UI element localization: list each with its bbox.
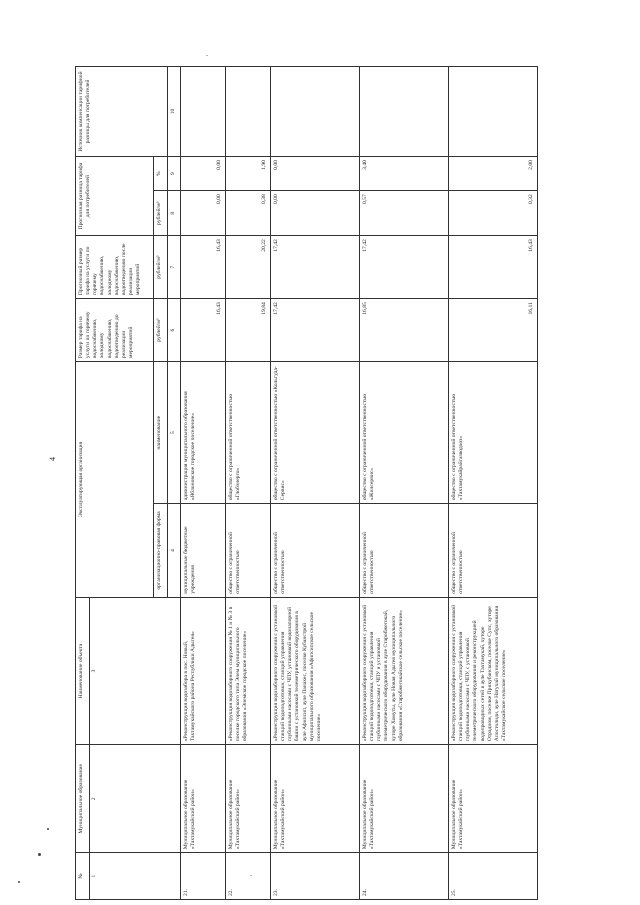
row-org-form: общество с ограниченной ответственностью [226, 504, 271, 598]
row-source [181, 67, 226, 157]
row-org-form: общество с ограниченной ответственностью [271, 504, 360, 598]
row-object: «Реконструкция водозаборного сооружения с установкой станций водоподготовки, станций управления глубинными насосами с ЧПУ, установкой водонапорной башни с установкой телеметрического оборудования в ауле Афипсип, ауле Панахес, поселке Кубанстрой муниципального образования «Афипсипское сельское поселение» [271, 597, 360, 745]
row-org-form: общество с ограниченной ответственностью [449, 504, 538, 598]
row-org-name: общество с ограниченной ответственностью «Жилсервис» [360, 362, 449, 504]
row-source [360, 67, 449, 157]
row-tariff-after: 20,22 [226, 236, 271, 299]
row-num: 22. [226, 853, 271, 900]
unit-diff-rub: рублей/м³ [153, 191, 167, 236]
row-diff-pct: 0,00 [271, 157, 360, 191]
row-diff-rub: 0,32 [449, 191, 538, 236]
header-source: Источник компенсации тарифной разницы для потребителей [76, 67, 168, 157]
unit-tariff-after: рублей/м³ [153, 236, 167, 299]
row-object: «Реконструкция водозаборного сооружения с установкой станций водоподготовки, станций управления глубинными насосами с ЧПУ и установкой телеметрического оборудования в ауле Старобжегокай, хуторе Хомуты, ауле Новая Адыгея муниципального образования «Старобжегокайское сельское поселение» [360, 597, 449, 745]
header-tariff-after: Прогнозный размер тарифа на услуги по горячему водоснабжению, холодному водоснабжению, водоотведению после реализации мероприятий [76, 236, 154, 299]
scan-speck [38, 853, 41, 856]
row-org-form: общество с ограниченной ответственностью [360, 504, 449, 598]
row-municipality: Муниципальное образование «Тахтамукайский район» [181, 745, 226, 853]
row-diff-rub: 0,38 [226, 191, 271, 236]
row-object: «Реконструкция водозабора в пос. Новый, Тахтамукайского района Республики Адыгея» [181, 597, 226, 745]
row-municipality: Муниципальное образование «Тахтамукайский район» [360, 745, 449, 853]
header-operator-group: Эксплуатирующая организация [76, 362, 154, 598]
row-tariff-after: 17,42 [360, 236, 449, 299]
header-tariff-before: Размер тарифа на услуги по горячему водоснабжению, холодному водоснабжению, водоотведению до реализации мероприятий [76, 299, 154, 362]
column-number: 10 [167, 67, 180, 157]
row-tariff-before: 16,85 [360, 299, 449, 362]
row-tariff-after: 16,43 [449, 236, 538, 299]
row-org-name: общество с ограниченной ответственностью «Глобэнерго» [226, 362, 271, 504]
header-municipality: Муниципальное образование 2 [76, 745, 181, 853]
scan-speck [18, 881, 20, 883]
row-diff-rub: 0,57 [360, 191, 449, 236]
table-row [181, 67, 226, 900]
header-row [76, 67, 154, 900]
margin-mark: - [250, 871, 253, 879]
column-number: 3 [89, 598, 98, 745]
table-row [449, 67, 538, 900]
row-num: 23. [271, 853, 360, 900]
header-object: Наименование объекта 3 [76, 597, 181, 745]
margin-mark: - [206, 51, 209, 59]
header-diff-group: Прогнозная разница тарифа для потребителей [76, 157, 154, 236]
row-object: «Реконструкция водозаборного сооружения с установкой станций водоподготовки, станций управления глубинными насосами с ЧПУ, с установкой телеметрического оборудования и реконструкцией водопроводных сетей в ауле Тахтамукай, хуторе Отрадном, поселке Прикубанском, поселке Супс, хуторе Апостолиди, ауле Натухай муниципального образования «Тахтамукайское сельское поселение» [449, 597, 538, 745]
row-source [449, 67, 538, 157]
row-diff-pct: 0,00 [181, 157, 226, 191]
data-table [75, 66, 538, 900]
header-org-form: организационно-правовая форма [153, 504, 167, 598]
row-source [226, 67, 271, 157]
scan-speck [47, 828, 49, 830]
row-municipality: Муниципальное образование «Тахтамукайский район» [226, 745, 271, 853]
column-number: 5 [167, 362, 180, 504]
row-diff-pct: 2,00 [449, 157, 538, 191]
row-municipality: Муниципальное образование «Тахтамукайский район» [449, 745, 538, 853]
column-number: 6 [167, 299, 180, 362]
column-number: 7 [167, 236, 180, 299]
column-number: 9 [167, 157, 180, 191]
row-tariff-before: 16,11 [449, 299, 538, 362]
row-org-name: общество с ограниченной ответственностью «Кольгуда-Сервис» [271, 362, 360, 504]
unit-tariff-before: рублей/м³ [153, 299, 167, 362]
row-tariff-before: 19,84 [226, 299, 271, 362]
column-number: 2 [89, 745, 98, 852]
column-number: 8 [167, 191, 180, 236]
column-number: 1 [89, 853, 98, 899]
header-num: № 1 [76, 853, 181, 900]
row-object: «Реконструкция водозаборного сооружения № 1 и № 3 в поселке городского типа Энем муниципального образования «Энемское городское поселение» [226, 597, 271, 745]
row-org-form: муниципальные бюджетные учреждения [181, 504, 226, 598]
row-num: 25. [449, 853, 538, 900]
page-number: 4 [48, 457, 57, 461]
row-tariff-after: 16,43 [181, 236, 226, 299]
row-tariff-before: 16,43 [181, 299, 226, 362]
row-tariff-after: 17,42 [271, 236, 360, 299]
row-municipality: Муниципальное образование «Тахтамукайский район» [271, 745, 360, 853]
row-org-name: общество с ограниченной ответственностью «Тахтамукайрайгазводхоз» [449, 362, 538, 504]
table-row [360, 67, 449, 900]
table-row [226, 67, 271, 900]
unit-diff-pct: % [153, 157, 167, 191]
table-row [271, 67, 360, 900]
row-tariff-before: 17,42 [271, 299, 360, 362]
row-diff-pct: 1,90 [226, 157, 271, 191]
row-diff-rub: 0,00 [181, 191, 226, 236]
column-number: 4 [167, 504, 180, 598]
rotated-table-wrapper [75, 66, 538, 900]
row-num: 21. [181, 853, 226, 900]
row-org-name: администрация муниципального образования «Яблоновское городское поселение» [181, 362, 226, 504]
row-diff-pct: 3,40 [360, 157, 449, 191]
header-org-name: наименование [153, 362, 167, 504]
row-source [271, 67, 360, 157]
row-num: 24. [360, 853, 449, 900]
row-diff-rub: 0,00 [271, 191, 360, 236]
